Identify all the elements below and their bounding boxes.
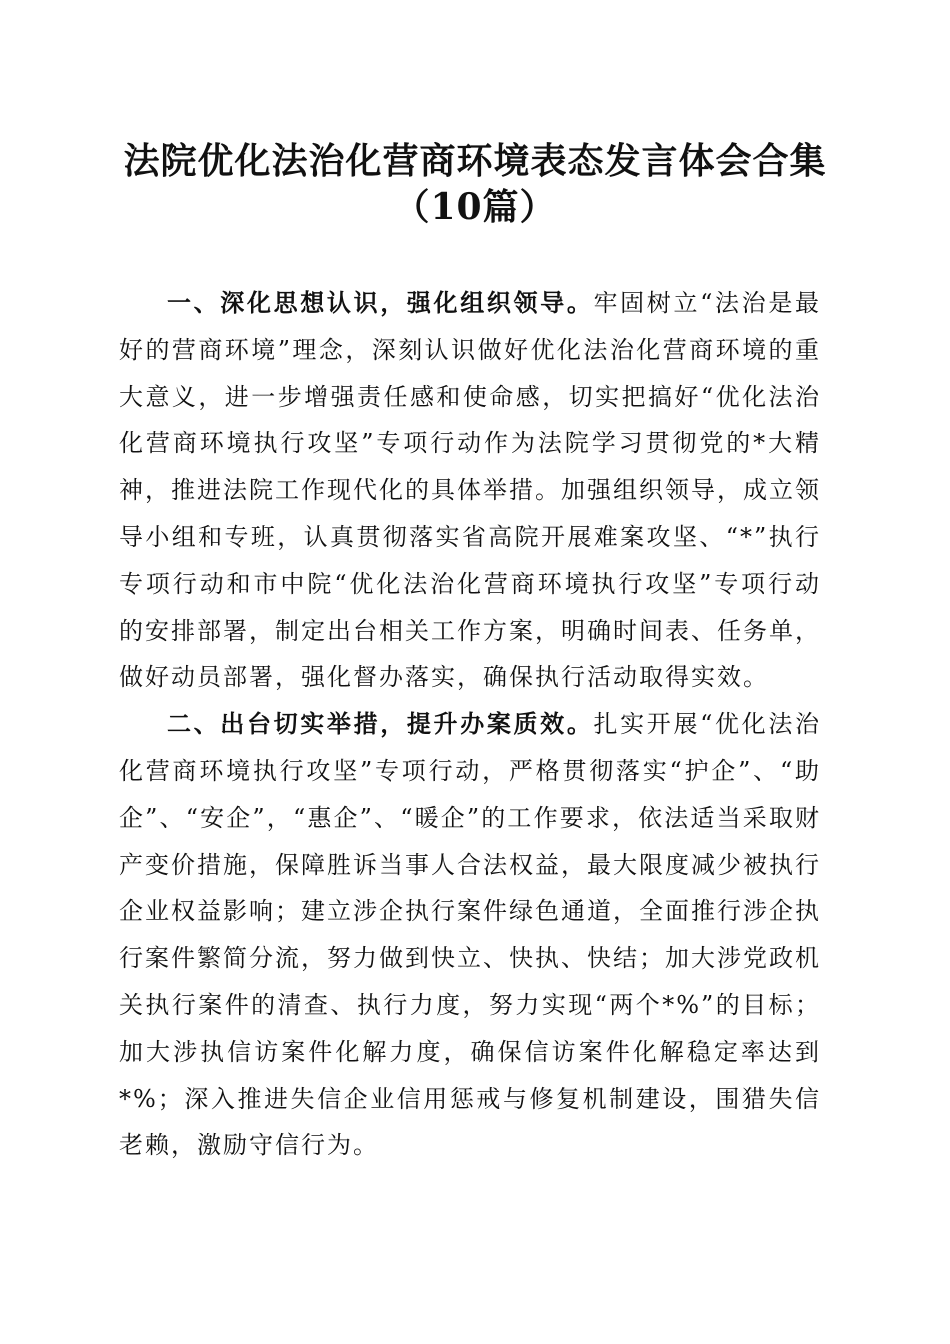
paragraph-1-text: 牢固树立“法治是最好的营商环境”理念，深刻认识做好优化法治化营商环境的重大意义，进一步增强责任感和使命感，切实把搞好“优化法治化营商环境执行攻坚”专项行动作为法院学习贯彻党的*大精神，推进法院工作现代化的具体举措。加强组织领导，成立领导小组和专班，认真贯彻落实省高院开展难案攻坚、“*”执行专项行动和市中院“优化法治化营商环境执行攻坚”专项行动的安排部署，制定出台相关工作方案，明确时间表、任务单，做好动员部署，强化督办落实，确保执行活动取得实效。	[119, 289, 821, 692]
paragraph-1	[119, 280, 821, 701]
paragraph-2-text: 扎实开展“优化法治化营商环境执行攻坚”专项行动，严格贯彻落实“护企”、“助企”、“安企”，“惠企”、“暖企”的工作要求，依法适当采取财产变价措施，保障胜诉当事人合法权益，最大限度减少被执行企业权益影响；建立涉企执行案件绿色通道，全面推行涉企执行案件繁简分流，努力做到快立、快执、快结；加大涉党政机关执行案件的清查、执行力度，努力实现“两个*%”的目标；加大涉执信访案件化解力度，确保信访案件化解稳定率达到*%；深入推进失信企业信用惩戒与修复机制建设，围猎失信老赖，激励守信行为。	[119, 710, 821, 1160]
paragraph-2	[119, 701, 821, 1169]
paragraph-1-heading: 一、深化思想认识，强化组织领导。	[167, 289, 594, 317]
title-line-1: 法院优化法治化营商环境表态发言体会合集	[123, 140, 827, 182]
title-line-2: （10篇）	[393, 186, 557, 228]
document-body	[119, 280, 821, 1169]
document-title	[100, 138, 850, 230]
paragraph-2-heading: 二、出台切实举措，提升办案质效。	[167, 710, 594, 739]
